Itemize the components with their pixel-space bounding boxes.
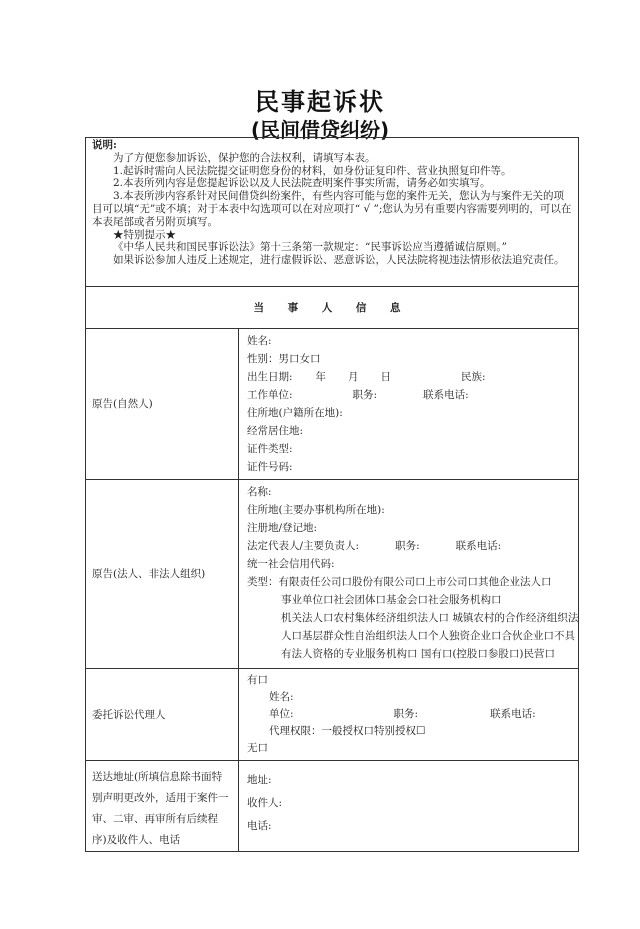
agent-label: 委托诉讼代理人 [86, 669, 239, 761]
notes-line: 2.本表所列内容是您提起诉讼以及人民法院查明案件事实所需，请务必如实填写。 [113, 177, 491, 190]
notes-heading: 说明: [92, 139, 117, 151]
month-label: 月 [348, 371, 359, 383]
agent-authority-field[interactable]: 代理权限：一般授权口特别授权☐ [269, 725, 426, 737]
birth-date-field[interactable]: 出生日期: [247, 371, 293, 383]
org-type-line[interactable]: 事业单位口社会团体口基金会口社会服务机构口 [281, 594, 502, 606]
plaintiff-org-row [86, 480, 579, 669]
agent-unit-field[interactable]: 单位: [269, 708, 294, 720]
service-row [86, 761, 579, 852]
service-label: 送达地址(所填信息除书面特别声明更改外，适用于案件一审、二审、再审所有后续程序)及收件人、电话 [86, 761, 239, 852]
notes-line: 3.本表所涉内容系针对民间借贷纠纷案件，有些内容可能与您的案件无关，您认为与案件无关的项目可以填“无”或不填；对于本表中勾选项可以在对应项打“ √ ”;您认为另有重要内容需要列明的，可以在本表尾部或者另附页填写。 [92, 190, 572, 228]
agent-unit-line [247, 706, 570, 723]
org-phone-field[interactable]: 联系电话: [455, 540, 502, 552]
plaintiff-org-fields [239, 480, 579, 669]
agent-phone-field[interactable]: 联系电话: [490, 708, 536, 720]
credit-code-field[interactable]: 统一社会信用代码: [247, 558, 335, 570]
org-position-field[interactable]: 职务: [395, 540, 420, 552]
notes-line: 1.起诉时需向人民法院提交证明您身份的材料，如身份证复印件、营业执照复印件等。 [113, 164, 512, 177]
org-type-line[interactable]: 类型：有限责任公司口股份有限公司口上市公司口其他企业法人口 [247, 576, 552, 588]
id-number-field[interactable]: 证件号码: [247, 461, 293, 473]
document-subtitle: (民间借贷纠纷) [250, 118, 390, 142]
org-type-line[interactable]: 有法人资格的专业服务机构口 国有口(控股口参股口)民营口 [281, 648, 556, 660]
agent-position-field[interactable]: 职务: [393, 708, 419, 720]
org-rep-line [247, 537, 570, 555]
birth-ethnicity-line [247, 368, 570, 386]
agent-none-checkbox[interactable]: 无口 [247, 742, 268, 754]
special-tip-heading: ★特别提示★ [113, 228, 176, 241]
notes-line: 如果诉讼参加人违反上述规定，进行虚假诉讼、恶意诉讼，人民法院将视违法情形依法追究责任。 [113, 254, 565, 267]
legal-rep-field[interactable]: 法定代表人/主要负责人: [247, 540, 360, 552]
plaintiff-person-fields [239, 329, 579, 480]
gender-field[interactable]: 性别：男口女口 [247, 353, 321, 365]
domicile-field[interactable]: 住所地(户籍所在地): [247, 407, 343, 419]
service-phone-field[interactable]: 电话: [247, 820, 272, 832]
org-type-line[interactable]: 机关法人口农村集体经济组织法人口 城镇农村的合作经济组织法 [281, 612, 579, 624]
notes-line: 为了方便您参加诉讼，保护您的合法权利，请填写本表。 [113, 151, 376, 164]
agent-has-checkbox[interactable]: 有口 [247, 674, 268, 686]
plaintiff-person-label: 原告(自然人) [86, 329, 239, 480]
plaintiff-org-label: 原告(法人、非法人组织) [86, 480, 239, 669]
notes-block [86, 138, 578, 269]
service-fields [239, 761, 579, 852]
notes-row [86, 138, 579, 287]
section-header-row [86, 287, 579, 329]
year-label: 年 [315, 371, 327, 383]
section-header: 当 事 人 信 息 [86, 287, 579, 329]
document-title: 民事起诉状 [255, 88, 385, 116]
residence-field[interactable]: 经常居住地: [247, 425, 304, 437]
org-registered-field[interactable]: 注册地/登记地: [247, 522, 318, 534]
notes-line: 《中华人民共和国民事诉讼法》第十三条第一款规定：“民事诉讼应当遵循诚信原则。” [113, 241, 507, 254]
notes-cell [86, 138, 579, 287]
name-field[interactable]: 姓名: [247, 335, 272, 347]
agent-name-field[interactable]: 姓名: [269, 691, 294, 703]
ethnicity-field[interactable]: 民族: [461, 371, 486, 383]
org-name-field[interactable]: 名称: [247, 486, 272, 498]
complaint-form-table [85, 137, 579, 852]
work-unit-field[interactable]: 工作单位: [247, 389, 293, 401]
org-type-line[interactable]: 人口基层群众性自治组织法人口个人独资企业口合伙企业口不具 [281, 630, 575, 642]
org-address-field[interactable]: 住所地(主要办事机构所在地): [247, 504, 385, 516]
phone-field[interactable]: 联系电话: [423, 389, 469, 401]
day-label: 日 [380, 371, 392, 383]
agent-fields [239, 669, 579, 761]
id-type-field[interactable]: 证件类型: [247, 443, 293, 455]
service-recipient-field[interactable]: 收件人: [247, 797, 283, 809]
work-line [247, 386, 570, 404]
agent-row [86, 669, 579, 761]
position-field[interactable]: 职务: [352, 389, 378, 401]
plaintiff-person-row [86, 329, 579, 480]
service-address-field[interactable]: 地址: [247, 774, 272, 786]
